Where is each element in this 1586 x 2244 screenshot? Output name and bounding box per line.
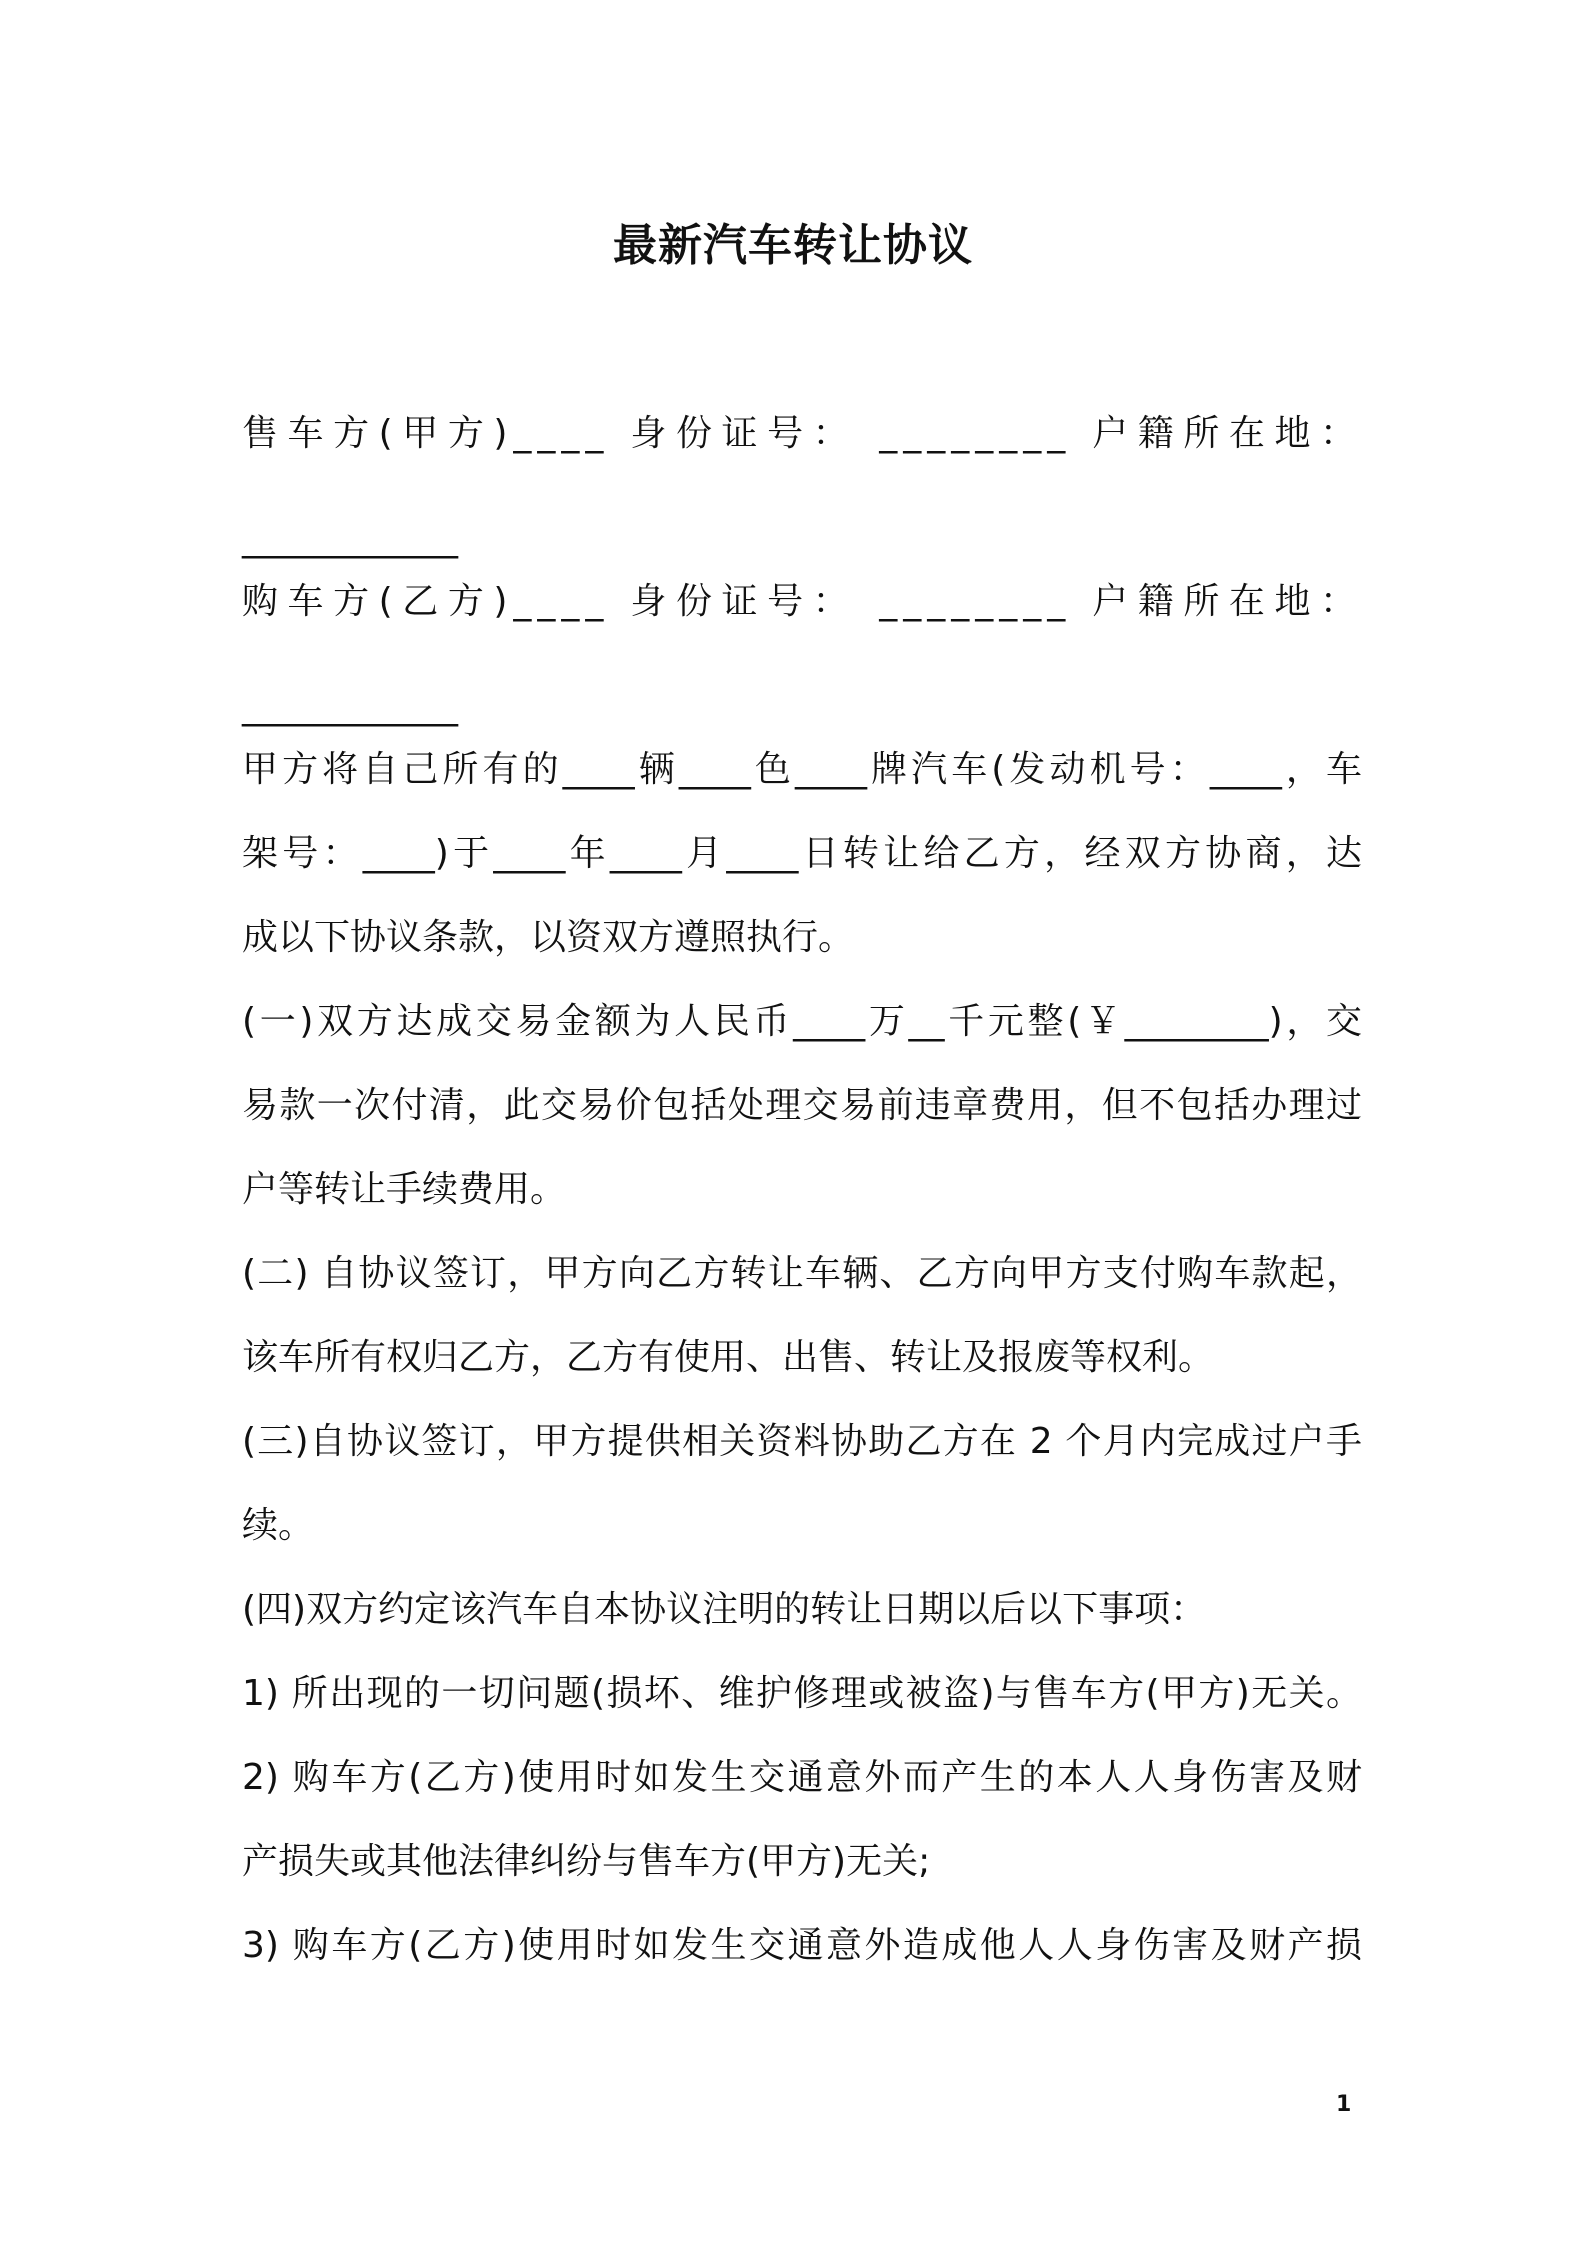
paragraph-line: 架号：____)于____年____月____日转让给乙方，经双方协商，达 — [242, 833, 1362, 874]
clause-one-line: (一)双方达成交易金额为人民币____万__千元整(￥________)，交 — [242, 1001, 1362, 1042]
clause-one-line: 易款一次付清，此交易价包括处理交易前违章费用，但不包括办理过 — [242, 1085, 1362, 1126]
clause-one-line: 户等转让手续费用。 — [242, 1169, 567, 1210]
document-title: 最新汽车转让协议 — [613, 220, 973, 271]
item-two-line: 2) 购车方(乙方)使用时如发生交通意外而产生的本人人身伤害及财 — [242, 1757, 1362, 1798]
page-number: 1 — [1336, 2092, 1352, 2117]
paragraph-line: 成以下协议条款，以资双方遵照执行。 — [242, 917, 855, 958]
buyer-info-line: 购车方(乙方)____ 身份证号： ________ 户籍所在地： — [242, 581, 1362, 622]
buyer-residence-blank: ____________ — [242, 686, 458, 727]
clause-four-line: (四)双方约定该汽车自本协议注明的转让日期以后以下事项： — [242, 1589, 1207, 1630]
item-two-line: 产损失或其他法律纠纷与售车方(甲方)无关; — [242, 1841, 931, 1882]
item-three-line: 3) 购车方(乙方)使用时如发生交通意外造成他人人身伤害及财产损 — [242, 1925, 1362, 1966]
clause-three-line: (三)自协议签订，甲方提供相关资料协助乙方在 2 个月内完成过户手 — [242, 1421, 1362, 1462]
seller-residence-blank: ____________ — [242, 518, 458, 559]
clause-two-line: (二) 自协议签订，甲方向乙方转让车辆、乙方向甲方支付购车款起， — [242, 1253, 1362, 1294]
clause-two-line: 该车所有权归乙方，乙方有使用、出售、转让及报废等权利。 — [242, 1337, 1215, 1378]
paragraph-line: 甲方将自己所有的____辆____色____牌汽车(发动机号：____，车 — [242, 749, 1362, 790]
item-one-line: 1) 所出现的一切问题(损坏、维护修理或被盗)与售车方(甲方)无关。 — [242, 1673, 1362, 1714]
seller-info-line: 售车方(甲方)____ 身份证号： ________ 户籍所在地： — [242, 413, 1362, 454]
clause-three-line: 续。 — [242, 1505, 315, 1546]
